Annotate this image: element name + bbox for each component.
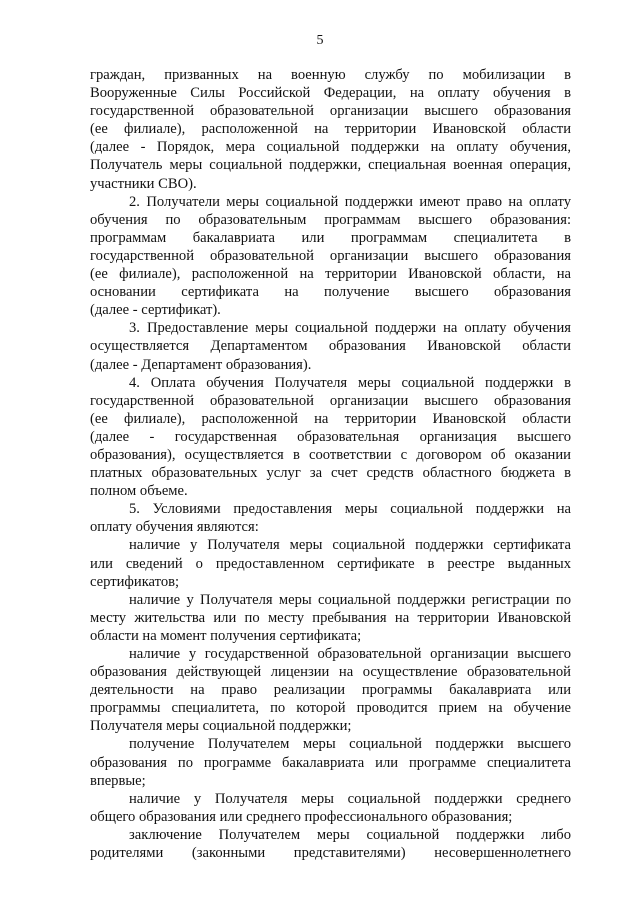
- text-line: (ее филиале), расположенной на территории Ивановской области, на: [90, 266, 571, 283]
- text-line: получение Получателем меры социальной поддержки высшего: [129, 736, 571, 753]
- text-line: образования действующей лицензии на осуществление образовательной: [90, 664, 571, 681]
- text-line: 5. Условиями предоставления меры социальной поддержки на: [129, 501, 571, 518]
- paragraph: [90, 790, 571, 826]
- text-line: 4. Оплата обучения Получателя меры социальной поддержки в: [129, 374, 571, 391]
- paragraph: [90, 591, 571, 645]
- text-line: месту жительства или по месту пребывания на территории Ивановской: [90, 609, 571, 626]
- paragraph: [90, 374, 571, 501]
- text-line: 3. Предоставление меры социальной поддержи на оплату обучения: [129, 320, 571, 337]
- text-line: наличие у Получателя меры социальной поддержки среднего: [129, 790, 571, 807]
- text-line: наличие у Получателя меры социальной поддержки сертификата: [129, 537, 571, 554]
- text-line: наличие у государственной образовательной организации высшего: [129, 646, 571, 662]
- text-line: Получатель меры социальной поддержки, специальная военная операция,: [90, 157, 571, 174]
- document-body: [90, 66, 571, 862]
- text-line: (ее филиале), расположенной на территории Ивановской области: [90, 410, 571, 427]
- text-line: впервые;: [90, 772, 146, 789]
- text-line: наличие у Получателя меры социальной поддержки регистрации по: [129, 591, 571, 608]
- text-line: программам бакалавриата или программам специалитета в: [90, 229, 571, 246]
- text-line: государственной образовательной организации высшего образования: [90, 247, 571, 264]
- text-line: Вооруженные Силы Российской Федерации, на оплату обучения в: [90, 85, 571, 102]
- paragraph: [90, 500, 571, 536]
- paragraph: [90, 735, 571, 789]
- text-line: деятельности на право реализации программы бакалавриата или: [90, 682, 571, 699]
- text-line: платных образовательных услуг за счет средств областного бюджета в: [90, 465, 571, 482]
- text-line: заключение Получателем меры социальной поддержки либо: [129, 826, 571, 843]
- text-line: (далее - сертификат).: [90, 302, 221, 319]
- text-line: оплату обучения являются:: [90, 519, 259, 536]
- text-line: государственной образовательной организации высшего образования: [90, 392, 571, 409]
- text-line: сертификатов;: [90, 573, 180, 590]
- text-line: участники СВО).: [90, 175, 197, 192]
- text-line: (далее - Департамент образования).: [90, 356, 312, 373]
- text-line: родителями (законными представителями) несовершеннолетнего: [90, 845, 571, 862]
- text-line: осуществляется Департаментом образования Ивановской области: [90, 338, 571, 355]
- text-line: 2. Получатели меры социальной поддержки имеют право на оплату: [129, 193, 571, 210]
- text-line: или сведений о предоставленном сертификате в реестре выданных: [90, 555, 571, 572]
- text-line: граждан, призванных на военную службу по мобилизации в: [90, 67, 571, 83]
- paragraph: [90, 66, 571, 193]
- text-line: (ее филиале), расположенной на территории Ивановской области: [90, 121, 571, 138]
- paragraph: [90, 645, 571, 735]
- text-line: программы специалитета, по которой проводится прием на обучение: [90, 700, 571, 717]
- text-line: (далее - государственная образовательная организация высшего: [90, 428, 571, 445]
- page-number: 5: [316, 33, 324, 48]
- paragraph: [90, 826, 571, 862]
- text-line: образования), осуществляется в соответствии с договором об оказании: [90, 446, 571, 463]
- text-line: области на момент получения сертификата;: [90, 627, 362, 644]
- text-line: общего образования или среднего профессионального образования;: [90, 808, 513, 825]
- paragraph: [90, 193, 571, 320]
- text-line: основании сертификата на получение высшего образования: [90, 284, 571, 301]
- text-line: государственной образовательной организации высшего образования: [90, 103, 571, 120]
- paragraph: [90, 319, 571, 373]
- text-line: полном объеме.: [90, 483, 188, 500]
- paragraph: [90, 536, 571, 590]
- text-line: Получателя меры социальной поддержки;: [90, 718, 352, 735]
- text-line: обучения по образовательным программам высшего образования:: [90, 211, 571, 228]
- text-line: образования по программе бакалавриата или программе специалитета: [90, 754, 571, 771]
- text-line: (далее - Порядок, мера социальной поддержки на оплату обучения,: [90, 139, 571, 156]
